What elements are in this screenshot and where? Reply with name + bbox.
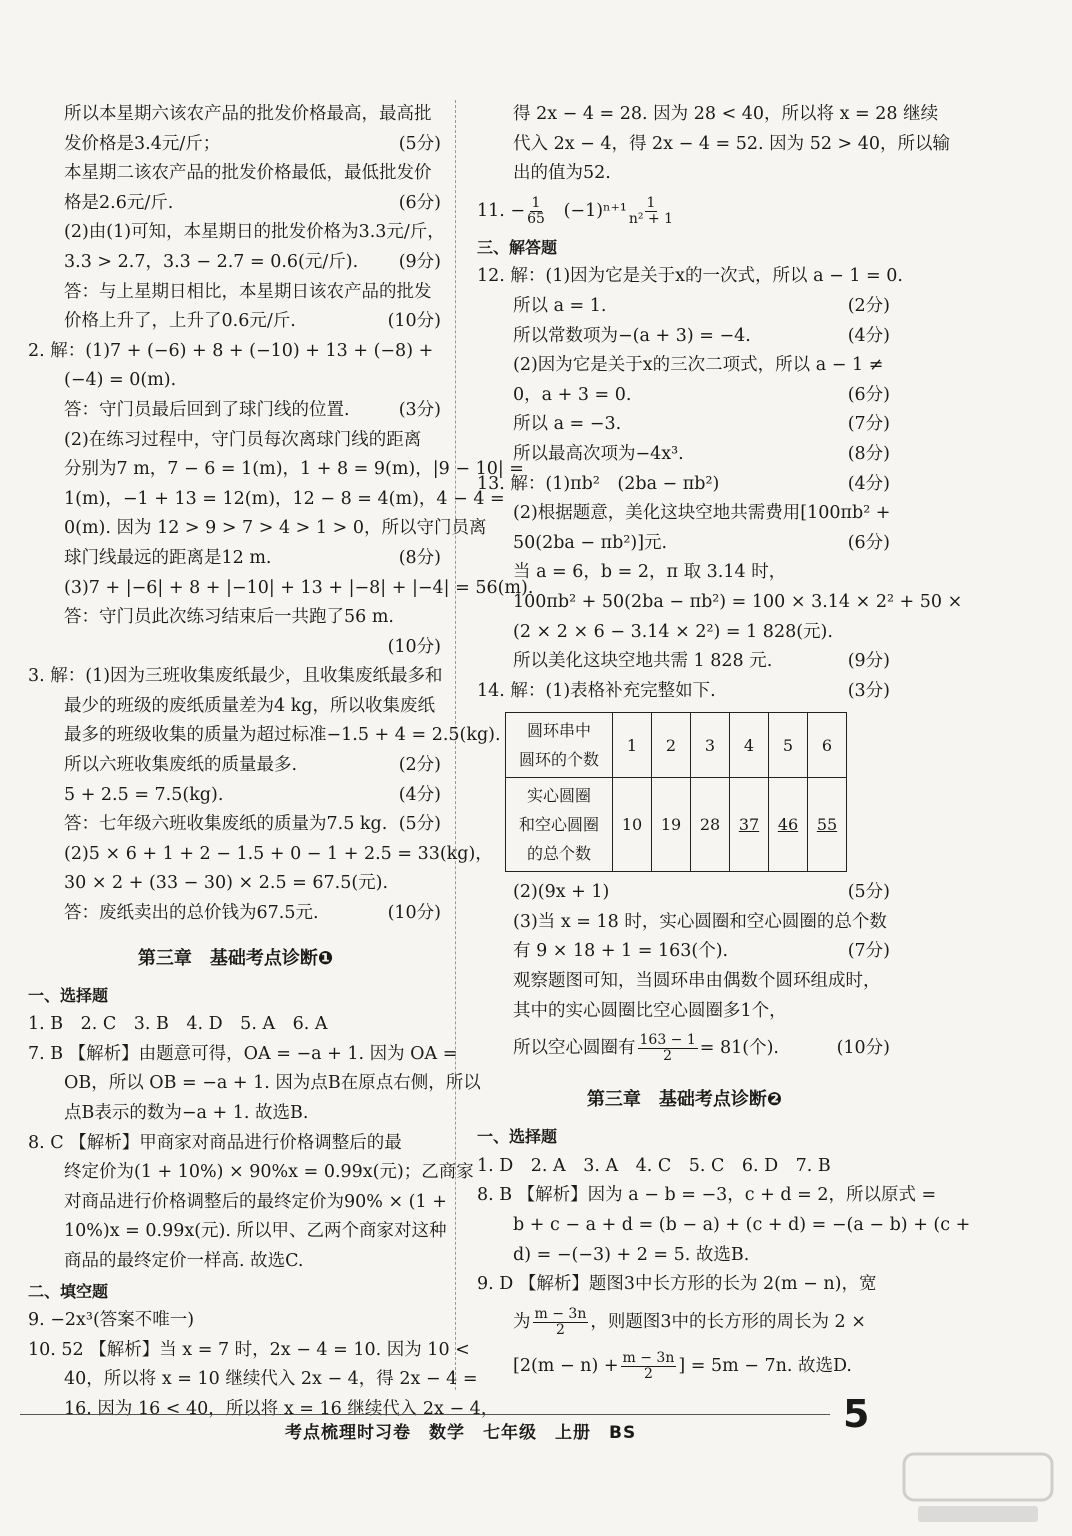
line-text: 0，a + 3 = 0. — [513, 384, 632, 405]
table-cell: 3 — [691, 713, 730, 778]
line-text: (2)根据题意，美化这块空地共需费用[100πb² + — [513, 503, 891, 524]
q9a-den: 2 — [555, 1321, 565, 1338]
answer-line — [477, 677, 892, 707]
line-text: 5 + 2.5 = 7.5(kg). — [64, 784, 224, 805]
answer-line — [28, 485, 505, 515]
score: (10分) — [387, 311, 441, 332]
line-text: 分别为7 m，7 − 6 = 1(m)，1 + 8 = 9(m)，|9 − 10| = — [64, 459, 524, 480]
footer-title: 考点梳理时习卷 数学 七年级 上册 BS — [285, 1423, 637, 1443]
table-cell: 4 — [730, 713, 769, 778]
table-cell: 1 — [613, 713, 652, 778]
score: (3分) — [847, 680, 890, 701]
answer-line — [477, 1211, 971, 1241]
section-heading-2: 第三章 基础考点诊断❷ — [586, 1089, 783, 1111]
q14-frac-pre: 所以空心圆圈有 — [513, 1038, 636, 1059]
answer-line — [28, 603, 443, 633]
answer-line — [28, 721, 501, 751]
answer-line — [477, 997, 892, 1027]
line-text: 3.3 > 2.7，3.3 − 2.7 = 0.6(元/斤). — [64, 251, 359, 272]
answer-line — [28, 100, 443, 130]
sec2-lines — [477, 1181, 971, 1299]
choice-title-2: 一、选择题 — [477, 1127, 558, 1147]
q11-frac2-den: n² + 1 — [628, 210, 674, 227]
answer-line — [477, 470, 892, 500]
answer-line — [477, 292, 892, 322]
line-text: 所以 a = −3. — [513, 414, 622, 435]
head-line: 和空心圆圈 — [518, 815, 599, 835]
score: (7分) — [847, 414, 890, 435]
line-text: 有 9 × 18 + 1 = 163(个). — [513, 941, 729, 962]
line-text: (2 × 2 × 6 − 3.14 × 2²) = 1 828(元). — [513, 621, 833, 642]
table-cell: 10 — [613, 778, 652, 872]
answer-line — [477, 322, 892, 352]
q9a-num: m − 3n — [534, 1305, 587, 1322]
answer-line — [28, 544, 443, 574]
line-text: 所以 a = 1. — [513, 295, 607, 316]
line-text: 10. 52 【解析】当 x = 7 时，2x − 4 = 10. 因为 10 < — [28, 1339, 470, 1360]
answer-line — [28, 396, 443, 426]
answer-line — [28, 1158, 474, 1188]
choice-title-1: 一、选择题 — [28, 985, 109, 1005]
filled-value: 46 — [777, 815, 799, 835]
table-head-cell-1 — [506, 713, 613, 778]
page-footer — [0, 1394, 1072, 1444]
q14-fraction-line — [477, 1026, 892, 1070]
answer-line — [28, 455, 524, 485]
q9a-frac — [533, 1307, 589, 1338]
answer-line — [477, 618, 892, 648]
right-after-lines — [477, 878, 892, 1026]
choice-answers-1: 1. B 2. C 3. B 4. D 5. A 6. A — [28, 1014, 328, 1035]
answer-line — [477, 937, 892, 967]
head-line: 圆环的个数 — [518, 750, 599, 770]
line-text: 答：守门员此次练习结束后一共跑了56 m. — [64, 607, 394, 628]
line-text: (2)5 × 6 + 1 + 2 − 1.5 + 0 − 1 + 2.5 = 33(kg)， — [64, 843, 493, 864]
head-line: 圆环串中 — [526, 721, 591, 741]
line-text: 50(2ba − πb²)]元. — [513, 532, 668, 553]
answer-line — [28, 810, 443, 840]
answer-line — [477, 159, 892, 189]
answer-line — [28, 1099, 443, 1129]
answer-line — [477, 351, 892, 381]
q14-frac — [638, 1033, 698, 1064]
q14-frac-num: 163 − 1 — [639, 1032, 696, 1049]
score: (10分) — [387, 636, 441, 657]
q9b-pre: [2(m − n) + — [513, 1355, 619, 1376]
score: (2分) — [847, 295, 890, 316]
line-text: 答：守门员最后回到了球门线的位置. — [64, 399, 350, 420]
fill-title-1: 二、填空题 — [28, 1281, 109, 1301]
answer-line — [28, 692, 443, 722]
line-text: 商品的最终定价一样高. 故选C. — [64, 1250, 304, 1271]
answer-line — [28, 1306, 443, 1336]
line-text: 1(m)，−1 + 13 = 12(m)，12 − 8 = 4(m)，4 − 4 = — [64, 488, 505, 509]
line-text: 9. −2x³(答案不唯一) — [28, 1310, 195, 1331]
answer-line — [477, 1181, 937, 1211]
line-text: 0(m). 因为 12 > 9 > 7 > 4 > 1 > 0，所以守门员离 — [64, 518, 487, 539]
table-cell-filled — [730, 778, 769, 872]
answer-line — [477, 878, 892, 908]
answer-line — [28, 278, 443, 308]
line-text: (3)当 x = 18 时，实心圆圈和空心圆圈的总个数 — [513, 911, 887, 932]
answer-line — [477, 100, 939, 130]
score: (4分) — [847, 325, 890, 346]
answer-line — [28, 218, 443, 248]
line-text: 12. 解：(1)因为它是关于x的一次式，所以 a − 1 = 0. — [477, 266, 903, 287]
answer-line — [28, 366, 443, 396]
line-text: 16. 因为 16 < 40，所以将 x = 16 继续代入 2x − 4， — [64, 1398, 499, 1419]
q11-frac1-num: 1 — [531, 194, 541, 211]
line-text: 7. B 【解析】由题意可得，OA = −a + 1. 因为 OA = — [28, 1043, 458, 1064]
jieda-title: 三、解答题 — [477, 237, 558, 257]
answer-line — [477, 130, 951, 160]
table-cell: 2 — [652, 713, 691, 778]
answer-line — [28, 1336, 470, 1366]
line-text: 对商品进行价格调整后的最终定价为90% × (1 + — [64, 1191, 447, 1212]
answer-line — [28, 337, 443, 367]
line-text: 答：七年级六班收集废纸的质量为7.5 kg. — [64, 814, 388, 835]
answer-line — [28, 633, 443, 663]
q11-label: 11. − — [477, 200, 526, 221]
score: (8分) — [398, 547, 441, 568]
answer-line — [28, 662, 443, 692]
score: (4分) — [398, 784, 441, 805]
right-top-lines — [477, 100, 951, 189]
answer-line — [28, 1188, 447, 1218]
table-cell-filled — [808, 778, 847, 872]
score: (6分) — [847, 384, 890, 405]
line-text: 8. C 【解析】甲商家对商品进行价格调整后的最 — [28, 1132, 402, 1153]
table-cell: 6 — [808, 713, 847, 778]
line-text: 答：废纸卖出的总价钱为67.5元. — [64, 903, 319, 924]
answer-line — [28, 840, 493, 870]
line-text: 出的值为52. — [513, 163, 611, 184]
q9-line-a — [477, 1300, 892, 1344]
answer-line — [28, 189, 443, 219]
table-head-cell-2 — [506, 778, 613, 872]
line-text: (2)(9x + 1) — [513, 882, 610, 903]
answer-line — [28, 751, 443, 781]
q14-frac-post: = 81(个). — [699, 1038, 779, 1059]
filled-value: 55 — [816, 815, 838, 835]
line-text: 所以常数项为−(a + 3) = −4. — [513, 325, 751, 346]
table-cell: 19 — [652, 778, 691, 872]
line-text: (−4) = 0(m). — [64, 370, 177, 391]
q11-answer — [477, 189, 892, 233]
table-row — [506, 713, 847, 778]
line-text: d) = −(−3) + 2 = 5. 故选B. — [513, 1244, 750, 1265]
answer-line — [28, 1365, 478, 1395]
line-text: 2. 解：(1)7 + (−6) + 8 + (−10) + 13 + (−8) + — [28, 340, 434, 361]
right-mid-lines — [477, 262, 963, 706]
table-cell: 5 — [769, 713, 808, 778]
section-heading-1: 第三章 基础考点诊断❶ — [137, 947, 334, 969]
line-text: 所以本星期六该农产品的批发价格最高，最高批 — [64, 104, 432, 124]
answer-line — [28, 1040, 458, 1070]
q11-frac1-den: 65 — [527, 210, 545, 227]
q9b-den: 2 — [643, 1365, 653, 1382]
answer-line — [477, 381, 892, 411]
line-text: 得 2x − 4 = 28. 因为 28 < 40，所以将 x = 28 继续 — [513, 104, 939, 124]
score: (3分) — [398, 399, 441, 420]
q9b-num: m − 3n — [622, 1349, 675, 1366]
line-text: 格是2.6元/斤. — [64, 192, 174, 213]
score: (10分) — [387, 903, 441, 924]
line-text: b + c − a + d = (b − a) + (c + d) = −(a − b) + (c + — [513, 1215, 971, 1236]
score: (10分) — [836, 1038, 890, 1059]
answer-line — [477, 1270, 892, 1300]
answer-line — [477, 440, 892, 470]
footer-rule — [20, 1414, 830, 1415]
watermark-logo-icon — [898, 1448, 1058, 1528]
answer-line — [28, 514, 487, 544]
answer-line — [28, 574, 534, 604]
line-text: (2)由(1)可知，本星期日的批发价格为3.3元/斤， — [64, 222, 445, 243]
line-text: OB，所以 OB = −a + 1. 因为点B在原点右侧，所以 — [64, 1073, 481, 1094]
line-text: 10%)x = 0.99x(元). 所以甲、乙两个商家对这种 — [64, 1221, 447, 1242]
table-cell-filled — [769, 778, 808, 872]
line-text: 14. 解：(1)表格补充完整如下. — [477, 680, 716, 701]
line-text: 终定价为(1 + 10%) × 90%x = 0.99x(元)；乙商家 — [64, 1162, 474, 1183]
line-text: 40，所以将 x = 10 继续代入 2x − 4，得 2x − 4 = — [64, 1369, 478, 1390]
answer-line — [28, 130, 443, 160]
line-text: 100πb² + 50(2ba − πb²) = 100 × 3.14 × 2² + 50 × — [513, 591, 963, 612]
answer-line — [477, 1241, 892, 1271]
line-text: 发价格是3.4元/斤； — [64, 133, 221, 154]
answer-line — [28, 307, 443, 337]
line-text: 最多的班级收集的质量为超过标准−1.5 + 4 = 2.5(kg). — [64, 725, 501, 746]
line-text: 所以美化这块空地共需 1 828 元. — [513, 651, 773, 672]
table-row — [506, 778, 847, 872]
answer-line — [477, 499, 892, 529]
answer-line — [28, 426, 443, 456]
answer-line — [28, 1247, 443, 1277]
line-text: 所以六班收集废纸的质量最多. — [64, 755, 298, 776]
line-text: 3. 解：(1)因为三班收集废纸最少，且收集废纸最多和 — [28, 666, 443, 687]
line-text: 价格上升了，上升了0.6元/斤. — [64, 311, 296, 332]
score: (9分) — [398, 251, 441, 272]
answer-line — [477, 558, 892, 588]
score: (5分) — [398, 814, 441, 835]
line-text: 代入 2x − 4，得 2x − 4 = 52. 因为 52 > 40，所以输 — [513, 133, 951, 154]
right-column — [477, 100, 971, 1388]
answer-line — [477, 647, 892, 677]
line-text: 观察题图可知，当圆环串由偶数个圆环组成时， — [513, 971, 881, 992]
line-text: 其中的实心圆圈比空心圆圈多1个， — [513, 1000, 787, 1021]
line-text: 30 × 2 + (33 − 30) × 2.5 = 67.5(元). — [64, 873, 389, 894]
score: (5分) — [398, 133, 441, 154]
score: (9分) — [847, 651, 890, 672]
line-text: 点B表示的数为−a + 1. 故选B. — [64, 1103, 309, 1123]
sec1-lines — [28, 1040, 481, 1277]
score: (8分) — [847, 443, 890, 464]
answer-line — [28, 899, 443, 929]
score: (6分) — [847, 532, 890, 553]
answer-line — [28, 781, 443, 811]
line-text: 答：与上星期日相比，本星期日该农产品的批发 — [64, 281, 432, 302]
q11-frac1 — [527, 196, 545, 227]
answer-line — [28, 869, 443, 899]
answer-line — [28, 1069, 481, 1099]
line-text: 最少的班级的废纸质量差为4 kg，所以收集废纸 — [64, 695, 436, 716]
q11-frac2-num: 1 — [646, 194, 656, 211]
q9b-frac — [621, 1351, 677, 1382]
line-text: 8. B 【解析】因为 a − b = −3，c + d = 2，所以原式 = — [477, 1185, 937, 1206]
score: (6分) — [398, 192, 441, 213]
line-text: 所以最高次项为−4x³. — [513, 443, 684, 464]
q11-frac2 — [629, 196, 673, 227]
answer-line — [477, 588, 963, 618]
line-text: 9. D 【解析】题图3中长方形的长为 2(m − n)，宽 — [477, 1274, 877, 1295]
head-line: 的总个数 — [526, 844, 591, 864]
q14-frac-den: 2 — [663, 1048, 673, 1065]
line-text: 本星期二该农产品的批发价格最低，最低批发价 — [64, 163, 432, 184]
score: (2分) — [398, 755, 441, 776]
q9-line-b — [477, 1344, 892, 1388]
q9b-post: ] = 5m − 7n. 故选D. — [678, 1355, 852, 1376]
score: (7分) — [847, 941, 890, 962]
line-text: (2)在练习过程中，守门员每次离球门线的距离 — [64, 429, 422, 450]
answer-line — [28, 1129, 443, 1159]
q11-mid: (−1)ⁿ⁺¹ — [563, 200, 627, 221]
line-text: (2)因为它是关于x的三次二项式，所以 a − 1 ≠ — [513, 355, 884, 376]
head-line: 实心圆圈 — [526, 786, 591, 806]
answer-line — [477, 410, 892, 440]
answer-line — [477, 908, 892, 938]
line-text: 当 a = 6，b = 2，π 取 3.14 时， — [513, 562, 787, 583]
q9a-pre: 为 — [513, 1311, 531, 1332]
choice-answers-2: 1. D 2. A 3. A 4. C 5. C 6. D 7. B — [477, 1155, 831, 1176]
answer-line — [28, 159, 443, 189]
score: (5分) — [847, 882, 890, 903]
score: (4分) — [847, 473, 890, 494]
q14-table — [505, 712, 847, 872]
page-number: 5 — [843, 1392, 870, 1436]
line-text: (3)7 + |−6| + 8 + |−10| + 13 + |−8| + |−4| = 56(m). — [64, 577, 534, 598]
answer-line — [477, 529, 892, 559]
table-cell: 28 — [691, 778, 730, 872]
line-text: 13. 解：(1)πb² (2ba − πb²) — [477, 473, 720, 494]
filled-value: 37 — [738, 815, 760, 835]
line-text: 球门线最远的距离是12 m. — [64, 547, 272, 568]
answer-line — [28, 1217, 447, 1247]
q9a-post: ，则题图3中的长方形的周长为 2 × — [590, 1311, 866, 1332]
answer-line — [477, 967, 892, 997]
answer-line — [28, 248, 443, 278]
answer-line — [477, 262, 903, 292]
